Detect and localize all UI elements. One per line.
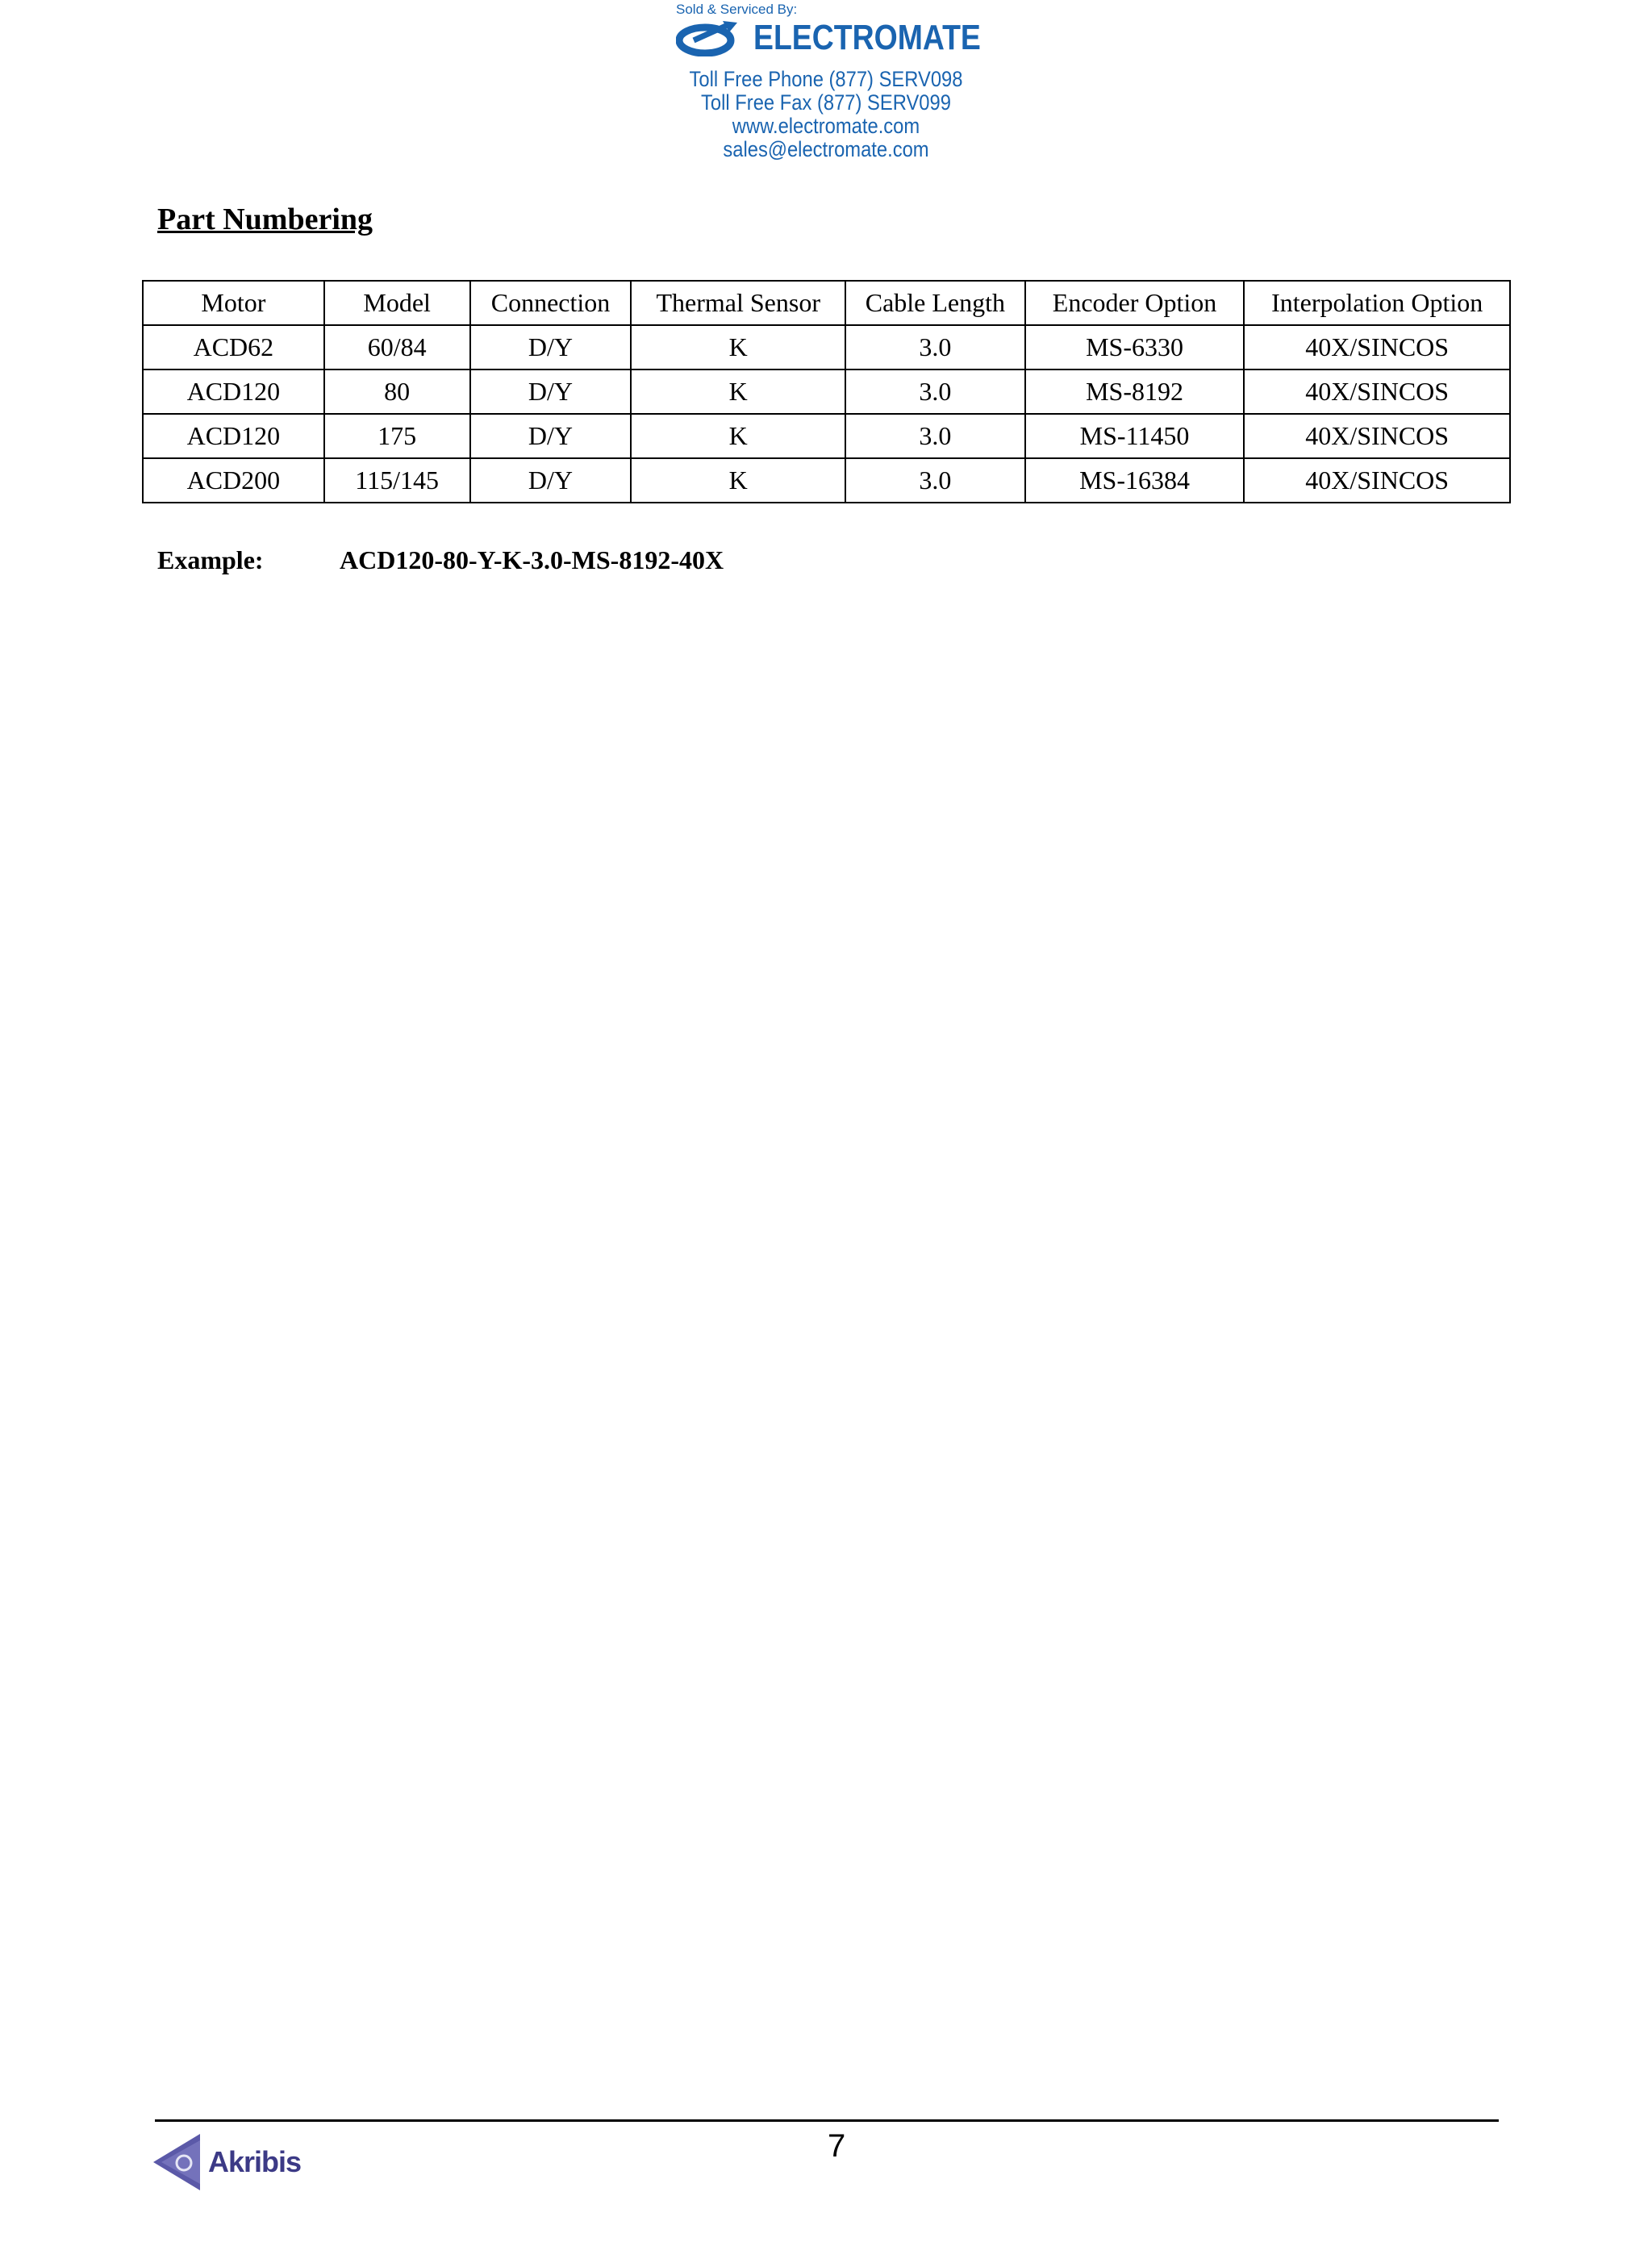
table-cell: ACD200	[143, 458, 324, 503]
table-cell: D/Y	[470, 458, 632, 503]
table-row	[143, 369, 1510, 414]
table-cell: 40X/SINCOS	[1244, 369, 1510, 414]
table-cell: D/Y	[470, 414, 632, 458]
footer-divider	[155, 2119, 1499, 2122]
table-cell: MS-6330	[1025, 325, 1245, 369]
table-cell: 3.0	[845, 325, 1025, 369]
table-row	[143, 325, 1510, 369]
column-header: Connection	[470, 281, 632, 325]
electromate-e-icon	[676, 19, 740, 56]
table-cell: ACD62	[143, 325, 324, 369]
email-link[interactable]: sales@electromate.com	[723, 137, 929, 161]
sold-by-label: Sold & Serviced By:	[676, 2, 798, 17]
table-cell: D/Y	[470, 369, 632, 414]
page-number: 7	[828, 2128, 846, 2164]
table-header-row	[143, 281, 1510, 325]
example-label: Example:	[157, 545, 264, 574]
table-cell: MS-8192	[1025, 369, 1245, 414]
table-row	[143, 414, 1510, 458]
table-cell: ACD120	[143, 369, 324, 414]
contact-block	[0, 68, 1652, 161]
column-header: Model	[324, 281, 470, 325]
table-cell: K	[631, 325, 845, 369]
akribis-text: Akribis	[208, 2145, 302, 2178]
column-header: Motor	[143, 281, 324, 325]
table-cell: K	[631, 369, 845, 414]
part-numbering-table	[142, 280, 1511, 503]
table-cell: MS-11450	[1025, 414, 1245, 458]
table-cell: 40X/SINCOS	[1244, 414, 1510, 458]
column-header: Encoder Option	[1025, 281, 1245, 325]
brand-name: ELECTROMATE	[753, 18, 981, 57]
electromate-logo	[676, 18, 1021, 58]
table-cell: K	[631, 458, 845, 503]
fax-line: Toll Free Fax (877) SERV099	[701, 90, 951, 115]
table-cell: 3.0	[845, 414, 1025, 458]
phone-line: Toll Free Phone (877) SERV098	[689, 67, 963, 91]
table-cell: 40X/SINCOS	[1244, 325, 1510, 369]
column-header: Cable Length	[845, 281, 1025, 325]
table-cell: K	[631, 414, 845, 458]
table-cell: 60/84	[324, 325, 470, 369]
example-line	[157, 545, 724, 575]
column-header: Interpolation Option	[1244, 281, 1510, 325]
table-cell: ACD120	[143, 414, 324, 458]
example-value: ACD120-80-Y-K-3.0-MS-8192-40X	[340, 545, 724, 574]
website-link[interactable]: www.electromate.com	[732, 114, 920, 138]
table-cell: 3.0	[845, 458, 1025, 503]
akribis-logo	[153, 2134, 301, 2190]
section-title: Part Numbering	[157, 202, 373, 236]
table-cell: MS-16384	[1025, 458, 1245, 503]
table-cell: D/Y	[470, 325, 632, 369]
table-cell: 3.0	[845, 369, 1025, 414]
table-cell: 115/145	[324, 458, 470, 503]
table-row	[143, 458, 1510, 503]
table-cell: 80	[324, 369, 470, 414]
table-cell: 175	[324, 414, 470, 458]
table-cell: 40X/SINCOS	[1244, 458, 1510, 503]
column-header: Thermal Sensor	[631, 281, 845, 325]
akribis-triangle-icon	[153, 2134, 203, 2190]
